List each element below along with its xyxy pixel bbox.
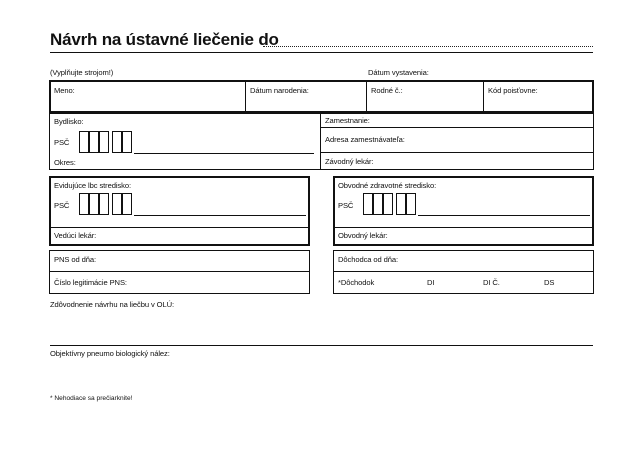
registering-city-line[interactable] bbox=[134, 215, 306, 216]
insurer-code-field[interactable]: Kód poisťovne: bbox=[488, 86, 538, 95]
employer-address-field[interactable]: Adresa zamestnávateľa: bbox=[325, 135, 405, 144]
title-rule bbox=[50, 52, 593, 53]
findings-field[interactable]: Objektívny pneumo biologický nález: bbox=[50, 349, 170, 358]
pns-number-field[interactable]: Číslo legitimácie PNS: bbox=[54, 278, 127, 287]
pension-type-label: *Dôchodok bbox=[338, 278, 375, 287]
psc-digit-box[interactable] bbox=[99, 131, 109, 153]
company-doctor-field[interactable]: Závodný lekár: bbox=[325, 157, 374, 166]
divider bbox=[49, 271, 310, 272]
psc-digit-box[interactable] bbox=[112, 131, 122, 153]
divider bbox=[333, 271, 594, 272]
pns-date-field[interactable]: PNS od dňa: bbox=[54, 255, 96, 264]
employment-field[interactable]: Zamestnanie: bbox=[325, 116, 370, 125]
pension-option-di[interactable]: DI bbox=[427, 278, 435, 287]
name-field[interactable]: Meno: bbox=[54, 86, 75, 95]
pension-option-ds[interactable]: DS bbox=[544, 278, 555, 287]
divider bbox=[483, 81, 484, 112]
residence-psc-label: PSČ bbox=[54, 138, 70, 147]
district-center-field[interactable]: Obvodné zdravotné stredisko: bbox=[338, 181, 437, 190]
birth-date-field[interactable]: Dátum narodenia: bbox=[250, 86, 309, 95]
district-psc-label: PSČ bbox=[338, 201, 354, 210]
divider bbox=[334, 227, 593, 228]
divider bbox=[50, 227, 309, 228]
psc-digit-box[interactable] bbox=[79, 193, 89, 215]
personal-info-box bbox=[49, 80, 594, 113]
district-city-line[interactable] bbox=[418, 215, 590, 216]
residence-city-line[interactable] bbox=[134, 153, 314, 154]
district-field[interactable]: Okres: bbox=[54, 158, 76, 167]
psc-digit-box[interactable] bbox=[396, 193, 406, 215]
footnote: * Nehodiace sa prečiarknite! bbox=[50, 395, 133, 402]
title-fill-line[interactable] bbox=[263, 46, 593, 47]
form-title: Návrh na ústavné liečenie do bbox=[50, 30, 279, 49]
divider bbox=[320, 113, 321, 170]
psc-digit-box[interactable] bbox=[406, 193, 416, 215]
divider bbox=[366, 81, 367, 112]
registering-psc-label: PSČ bbox=[54, 201, 70, 210]
residence-field[interactable]: Bydlisko: bbox=[54, 117, 84, 126]
psc-digit-box[interactable] bbox=[383, 193, 393, 215]
psc-digit-box[interactable] bbox=[112, 193, 122, 215]
psc-digit-box[interactable] bbox=[89, 193, 99, 215]
section-rule bbox=[50, 345, 593, 346]
birth-number-field[interactable]: Rodné č.: bbox=[371, 86, 403, 95]
divider bbox=[245, 81, 246, 112]
psc-digit-box[interactable] bbox=[99, 193, 109, 215]
psc-digit-box[interactable] bbox=[89, 131, 99, 153]
pension-option-dic[interactable]: DI Č. bbox=[483, 278, 500, 287]
psc-digit-box[interactable] bbox=[79, 131, 89, 153]
psc-digit-box[interactable] bbox=[373, 193, 383, 215]
fill-note: (Vyplňujte strojom!) bbox=[50, 68, 114, 77]
pensioner-date-field[interactable]: Dôchodca od dňa: bbox=[338, 255, 399, 264]
psc-digit-box[interactable] bbox=[122, 131, 132, 153]
issue-date-label: Dátum vystavenia: bbox=[368, 68, 429, 77]
divider bbox=[320, 152, 594, 153]
psc-digit-box[interactable] bbox=[122, 193, 132, 215]
registering-center-field[interactable]: Evidujúce lbc stredisko: bbox=[54, 181, 131, 190]
justification-field[interactable]: Zdôvodnenie návrhu na liečbu v OLÚ: bbox=[50, 300, 174, 309]
divider bbox=[320, 127, 594, 128]
head-doctor-field[interactable]: Vedúci lekár: bbox=[54, 231, 97, 240]
district-doctor-field[interactable]: Obvodný lekár: bbox=[338, 231, 388, 240]
psc-digit-box[interactable] bbox=[363, 193, 373, 215]
